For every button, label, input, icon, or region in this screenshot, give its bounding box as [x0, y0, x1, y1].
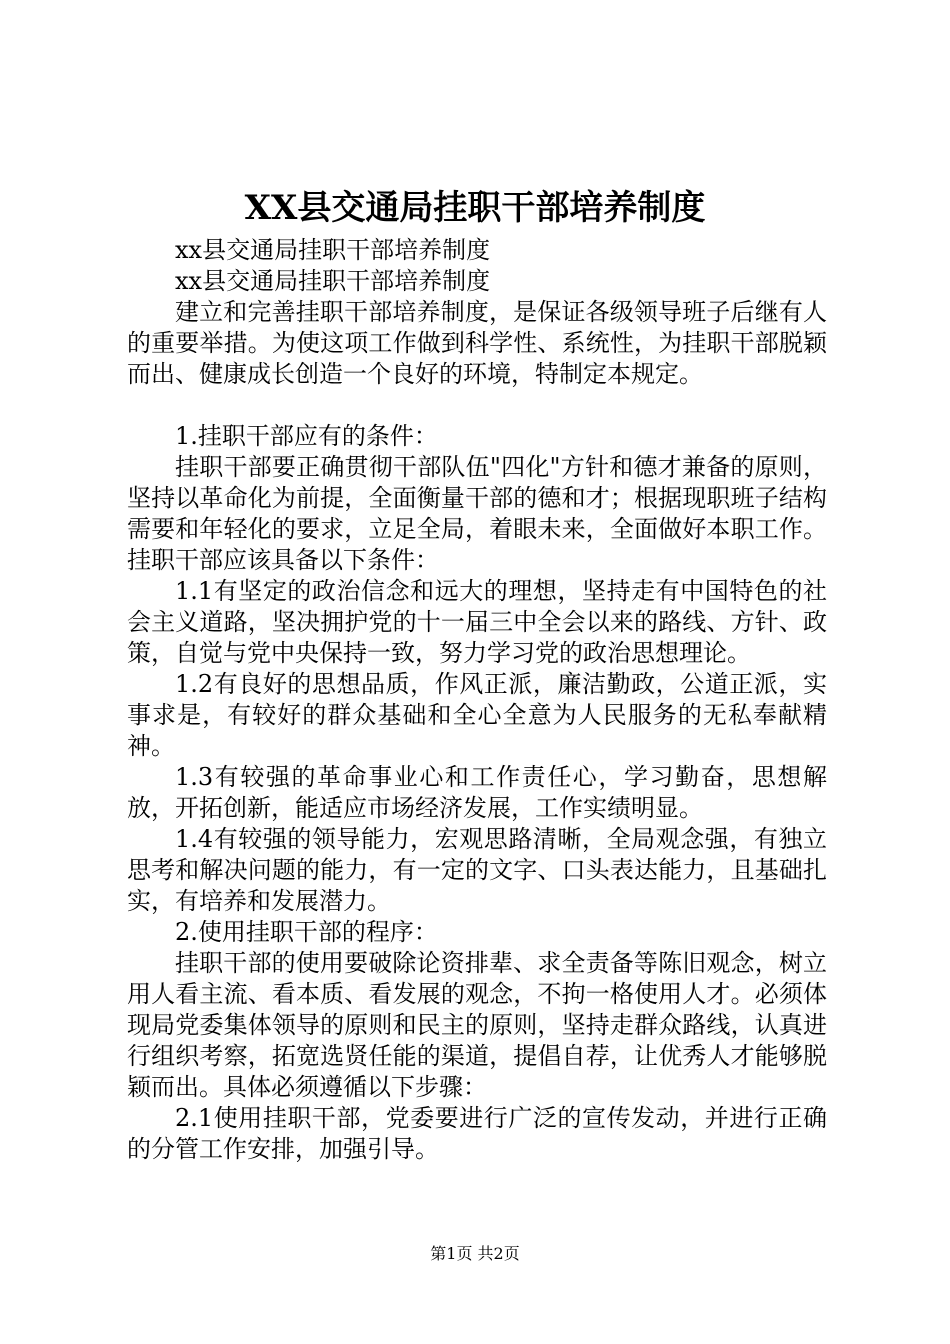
paragraph: 挂职干部的使用要破除论资排辈、求全责备等陈旧观念，树立用人看主流、看本质、看发展的观念，不拘一格使用人才。必须体现局党委集体领导的原则和民主的原则，坚持走群众路线，认真进行组织考察，拓宽选贤任能的渠道，提倡自荐，让优秀人才能够脱颖而出。具体必须遵循以下步骤：: [127, 949, 827, 1101]
paragraph: 2.1使用挂职干部，党委要进行广泛的宣传发动，并进行正确的分管工作安排，加强引导。: [127, 1104, 827, 1163]
paragraph: 1.1有坚定的政治信念和远大的理想，坚持走有中国特色的社会主义道路，坚决拥护党的十一届三中全会以来的路线、方针、政策，自觉与党中央保持一致，努力学习党的政治思想理论。: [127, 577, 827, 667]
paragraph: xx县交通局挂职干部培养制度: [175, 267, 491, 295]
paragraph: 1.2有良好的思想品质，作风正派，廉洁勤政，公道正派，实事求是，有较好的群众基础和全心全意为人民服务的无私奉献精神。: [127, 670, 827, 760]
document-title: XX县交通局挂职干部培养制度: [244, 188, 706, 228]
section-heading: 2.使用挂职干部的程序：: [175, 918, 438, 946]
paragraph: xx县交通局挂职干部培养制度: [175, 236, 491, 264]
document-body: [127, 235, 827, 1165]
paragraph: 1.4有较强的领导能力，宏观思路清晰，全局观念强，有独立思考和解决问题的能力，有一定的文字、口头表达能力，且基础扎实，有培养和发展潜力。: [127, 825, 827, 915]
paragraph: 建立和完善挂职干部培养制度，是保证各级领导班子后继有人的重要举措。为使这项工作做到科学性、系统性，为挂职干部脱颖而出、健康成长创造一个良好的环境，特制定本规定。: [127, 298, 827, 388]
paragraph: 挂职干部要正确贯彻干部队伍"四化"方针和德才兼备的原则，坚持以革命化为前提，全面衡量干部的德和才；根据现职班子结构需要和年轻化的要求，立足全局，着眼未来，全面做好本职工作。挂职干部应该具备以下条件：: [127, 453, 827, 574]
section-heading: 1.挂职干部应有的条件：: [175, 422, 438, 450]
page-number: 第1页 共2页: [430, 1244, 520, 1263]
paragraph: 1.3有较强的革命事业心和工作责任心，学习勤奋，思想解放，开拓创新，能适应市场经济发展，工作实绩明显。: [127, 763, 827, 822]
